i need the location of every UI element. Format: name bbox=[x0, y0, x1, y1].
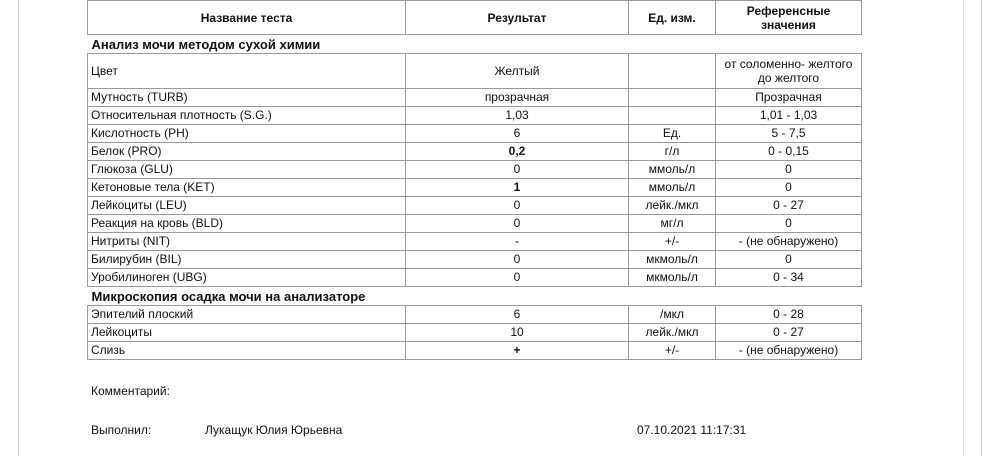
test-name-cell: Цвет bbox=[88, 54, 406, 89]
unit-cell: лейк./мкл bbox=[629, 324, 716, 342]
unit-cell bbox=[629, 89, 716, 107]
unit-cell bbox=[629, 54, 716, 89]
reference-cell: от соломенно- желтого до желтого bbox=[716, 54, 862, 89]
result-cell: 6 bbox=[406, 125, 629, 143]
section-header-row bbox=[88, 287, 862, 306]
report-datetime: 07.10.2021 11:17:31 bbox=[637, 423, 747, 437]
table-header-row bbox=[88, 1, 862, 35]
table-row bbox=[88, 54, 862, 89]
unit-cell: /мкл bbox=[629, 306, 716, 324]
unit-cell: мкмоль/л bbox=[629, 251, 716, 269]
table-row bbox=[88, 233, 862, 251]
header-reference: Референсные значения bbox=[716, 1, 862, 35]
test-name-cell: Билирубин (BIL) bbox=[88, 251, 406, 269]
unit-cell: Ед. bbox=[629, 125, 716, 143]
unit-cell: +/- bbox=[629, 342, 716, 360]
result-cell: прозрачная bbox=[406, 89, 629, 107]
unit-cell: мкмоль/л bbox=[629, 269, 716, 287]
header-test-name: Название теста bbox=[88, 1, 406, 35]
table-row bbox=[88, 251, 862, 269]
table-row bbox=[88, 269, 862, 287]
result-cell: - bbox=[406, 233, 629, 251]
result-cell: 10 bbox=[406, 324, 629, 342]
result-cell: 6 bbox=[406, 306, 629, 324]
test-name-cell: Реакция на кровь (BLD) bbox=[88, 215, 406, 233]
reference-cell: 0 - 0,15 bbox=[716, 143, 862, 161]
result-cell: + bbox=[406, 342, 629, 360]
test-name-cell: Уробилиноген (UBG) bbox=[88, 269, 406, 287]
results-table bbox=[87, 0, 862, 360]
result-cell: 0 bbox=[406, 161, 629, 179]
comment-label: Комментарий: bbox=[91, 384, 170, 398]
result-cell: 0,2 bbox=[406, 143, 629, 161]
table-body bbox=[88, 35, 862, 360]
table-row bbox=[88, 161, 862, 179]
table-row bbox=[88, 215, 862, 233]
table-row bbox=[88, 197, 862, 215]
table-row bbox=[88, 89, 862, 107]
reference-cell: 0 - 27 bbox=[716, 324, 862, 342]
test-name-cell: Эпителий плоский bbox=[88, 306, 406, 324]
reference-cell: 0 - 27 bbox=[716, 197, 862, 215]
test-name-cell: Глюкоза (GLU) bbox=[88, 161, 406, 179]
unit-cell: лейк./мкл bbox=[629, 197, 716, 215]
table-row bbox=[88, 143, 862, 161]
reference-cell: 0 bbox=[716, 161, 862, 179]
reference-cell: 1,01 - 1,03 bbox=[716, 107, 862, 125]
frame-right-line bbox=[981, 0, 982, 456]
frame-left-line bbox=[18, 0, 19, 456]
reference-cell: - (не обнаружено) bbox=[716, 233, 862, 251]
performer-name: Лукащук Юлия Юрьевна bbox=[205, 423, 343, 437]
test-name-cell: Кетоновые тела (KET) bbox=[88, 179, 406, 197]
section-header-row bbox=[88, 35, 862, 54]
reference-cell: 0 - 28 bbox=[716, 306, 862, 324]
table-row bbox=[88, 125, 862, 143]
result-cell: 0 bbox=[406, 197, 629, 215]
unit-cell bbox=[629, 107, 716, 125]
reference-cell: 0 bbox=[716, 251, 862, 269]
result-cell: 0 bbox=[406, 251, 629, 269]
header-unit: Ед. изм. bbox=[629, 1, 716, 35]
test-name-cell: Мутность (TURB) bbox=[88, 89, 406, 107]
test-name-cell: Лейкоциты bbox=[88, 324, 406, 342]
section-title: Микроскопия осадка мочи на анализаторе bbox=[91, 288, 366, 304]
result-cell: 0 bbox=[406, 269, 629, 287]
unit-cell: мг/л bbox=[629, 215, 716, 233]
reference-cell: 0 bbox=[716, 215, 862, 233]
reference-cell: 0 - 34 bbox=[716, 269, 862, 287]
unit-cell: +/- bbox=[629, 233, 716, 251]
table-row bbox=[88, 107, 862, 125]
table-row bbox=[88, 306, 862, 324]
test-name-cell: Нитриты (NIT) bbox=[88, 233, 406, 251]
frame-right-inner-line bbox=[963, 0, 964, 456]
unit-cell: ммоль/л bbox=[629, 179, 716, 197]
test-name-cell: Кислотность (PH) bbox=[88, 125, 406, 143]
test-name-cell: Относительная плотность (S.G.) bbox=[88, 107, 406, 125]
test-name-cell: Слизь bbox=[88, 342, 406, 360]
table-row bbox=[88, 324, 862, 342]
test-name-cell: Лейкоциты (LEU) bbox=[88, 197, 406, 215]
table-row bbox=[88, 342, 862, 360]
reference-cell: Прозрачная bbox=[716, 89, 862, 107]
test-name-cell: Белок (PRO) bbox=[88, 143, 406, 161]
performed-label: Выполнил: bbox=[91, 423, 152, 437]
result-cell: 1 bbox=[406, 179, 629, 197]
table-row bbox=[88, 179, 862, 197]
reference-cell: 5 - 7,5 bbox=[716, 125, 862, 143]
result-cell: 0 bbox=[406, 215, 629, 233]
reference-cell: - (не обнаружено) bbox=[716, 342, 862, 360]
section-title: Анализ мочи методом сухой химии bbox=[91, 36, 321, 52]
result-cell: Желтый bbox=[406, 54, 629, 89]
reference-cell: 0 bbox=[716, 179, 862, 197]
result-cell: 1,03 bbox=[406, 107, 629, 125]
unit-cell: ммоль/л bbox=[629, 161, 716, 179]
unit-cell: г/л bbox=[629, 143, 716, 161]
header-result: Результат bbox=[406, 1, 629, 35]
